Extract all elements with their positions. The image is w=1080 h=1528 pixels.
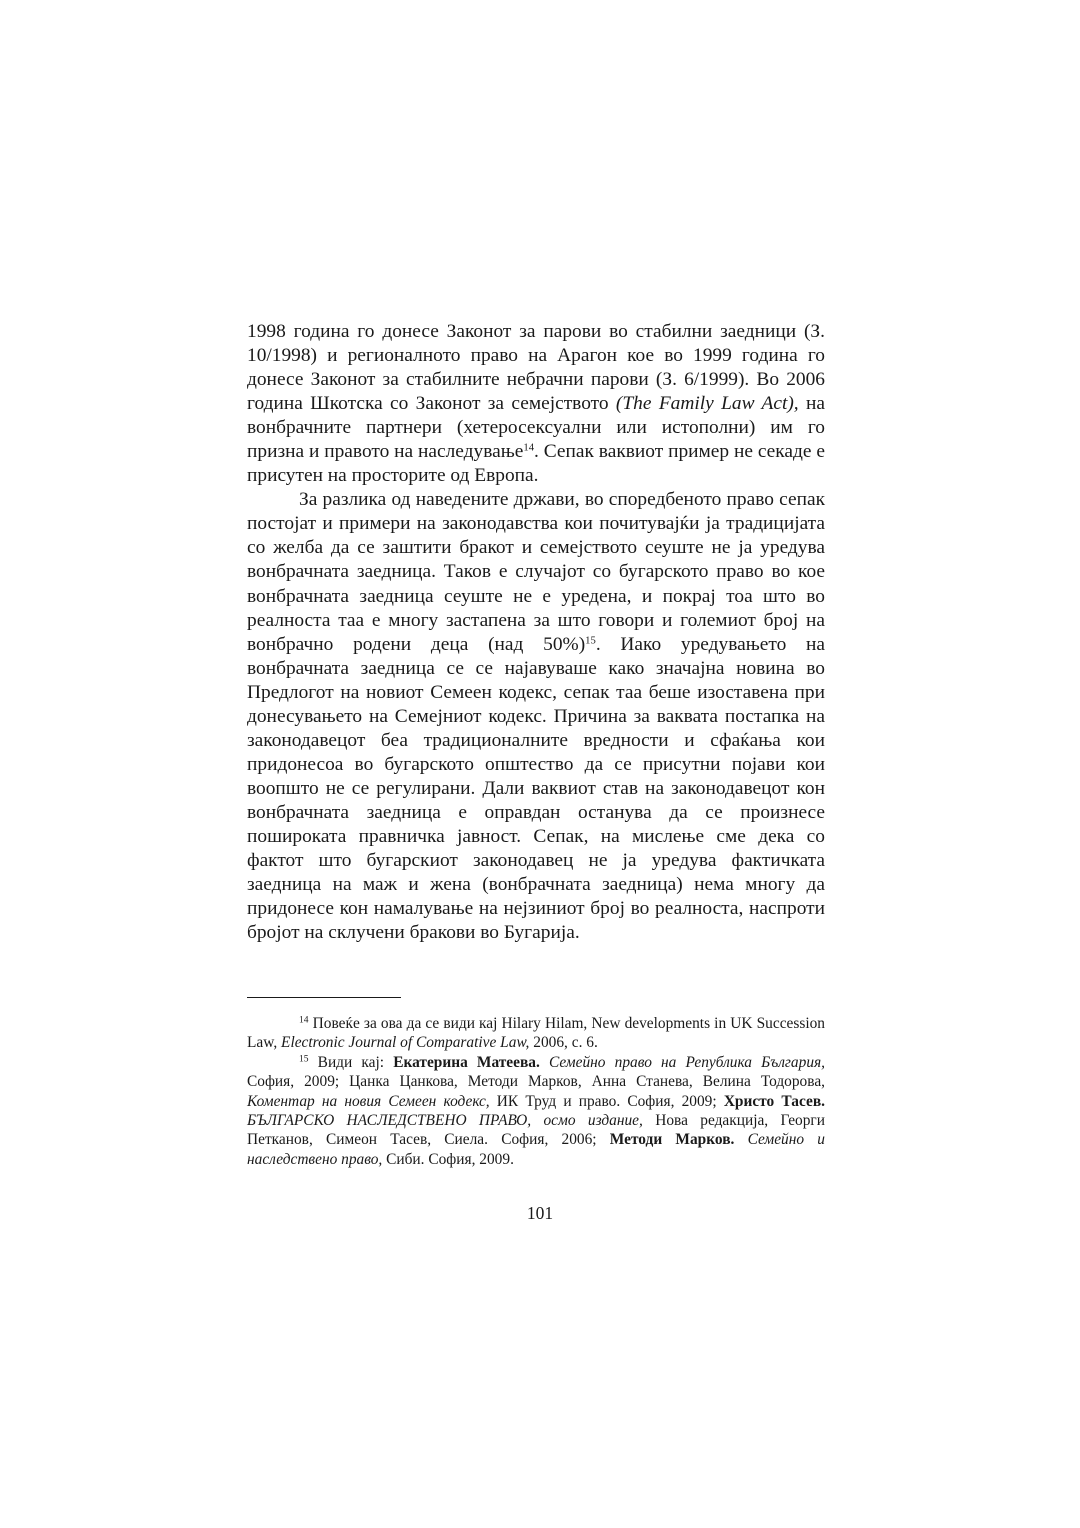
footnote-number: 15	[299, 1053, 309, 1065]
footnote-ref-14[interactable]: 14	[523, 441, 535, 454]
italic-act-title: (The Family Law Act),	[615, 393, 799, 415]
footnote-14: $^{14}$ Повеќе за ова да се види кај Hilary Hilam, New developments in UK Succession Law, Electronic Journal of Comparative Law, 2006, с. 6.	[247, 1014, 825, 1052]
paragraph-1: 1998 година го донесе Законот за парови во стабилни заедници (З. 10/1998) и регионалното право на Арагон кое во 1999 година го донесе Законот за стабилните небрачни парови (З. 6/1999). Во 2006 година Шкотска со Законот за семејството (The Family Law Act), на вонбрачните партнери (хетеросексуални или истополни) им го призна и правото на наследување$^{14}$. Сепак ваквиот пример не секаде е присутен на просторите од Европа.	[247, 321, 825, 487]
footnote-ref-15[interactable]: 15	[585, 634, 596, 647]
page-number: 101	[526, 1203, 554, 1223]
footnote-15: $^{15}$ Види кај: Екатерина Матеева. Семейно право на Република България, София, 2009; Цанка Цанкова, Методи Марков, Анна Станева, Велина Тодорова, Коментар на новия Семеен кодекс, ИК Труд и право. София, 2009; Христо Тасев. БЪЛГАРСКО НАСЛЕДСТВЕНО ПРАВО, осмо издание, Нова редакција, Георги Петканов, Симеон Тасев, Сиела. София, 2006; Методи Марков. Семейно и наследствено право, Сиби. София, 2009.	[247, 1053, 826, 1168]
footnote-separator	[247, 997, 401, 998]
footnotes	[247, 1014, 825, 1169]
footnote-number: 14	[299, 1014, 309, 1026]
paragraph-2: За разлика од наведените држави, во споредбеното право сепак постојат и примери на законодавства кои почитувајќи ја традицијата со желба да се заштити бракот и семејството сеуште не ја уредува вонбрачната заедница. Таков е случајот со бугарското право во кое вонбрачната заедница сеуште не е уредена, и покрај тоа што во реалноста таа е многу застапена за што говори и големиот број на вонбрачно родени деца (над 50%)$^{15}$. Иако уредувањето на вонбрачната заедница се се најавуваше како значајна новина во Предлогот на новиот Семеен кодекс, сепак таа беше изоставена при донесувањето на Семејниот кодекс. Причина за ваквата постапка на законодавецот беа традиционалните вредности и сфаќања кои придонесоа во бугарското општество да се присутни појави кои воопшто не се регулирани. Дали ваквиот став на законодавецот кон вонбрачната заедница е оправдан останува да се произнесе пошироката правничка јавност. Сепак, на мислење сме дека со фактот што бугарскиот законодавец не ја уредува фактичката заедница на маж и жена (вонбрачната заедница) нема многу да придонесе кон намалување на нејзиниот број во реалноста, наспроти бројот на склучени бракови во Бугарија.	[247, 489, 825, 944]
body-text	[247, 320, 825, 945]
